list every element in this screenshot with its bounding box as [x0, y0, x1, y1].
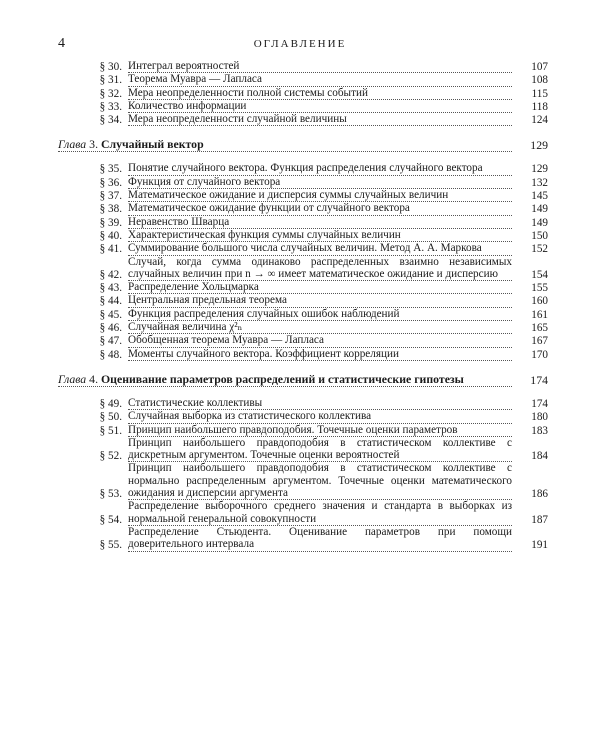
- section-entry: [58, 189, 548, 202]
- section-number: § 38.: [99, 203, 122, 216]
- section-page: 167: [531, 335, 548, 348]
- section-page: 187: [531, 513, 548, 526]
- section-page: 118: [531, 100, 548, 113]
- chapter-word: Глава: [58, 137, 87, 152]
- section-entry: [58, 60, 548, 73]
- chapter-word: Глава: [58, 371, 87, 386]
- section-entry: [58, 526, 548, 552]
- section-entry: [58, 87, 548, 100]
- section-title: Случайная выборка из статистического коллектива: [128, 410, 512, 423]
- section-page: 180: [531, 411, 548, 424]
- section-page: 183: [531, 424, 548, 437]
- section-page: 184: [531, 450, 548, 463]
- section-entry: [58, 176, 548, 189]
- section-number: § 31.: [99, 74, 122, 87]
- section-number: § 35.: [99, 163, 122, 176]
- section-title: Распределение Хольцмарка: [128, 281, 512, 294]
- section-title: Мера неопределенности полной системы событий: [128, 87, 512, 100]
- section-entry: [58, 334, 548, 347]
- section-title: Распределение выборочного среднего значения и стандарта в выборках из нормальной генеральной совокупности: [128, 500, 512, 525]
- section-entry: [58, 162, 548, 175]
- section-entry: [58, 424, 548, 437]
- section-title: Принцип наибольшего правдоподобия. Точечные оценки параметров: [128, 424, 512, 437]
- chapter-entry: [58, 138, 548, 152]
- section-entry: [58, 348, 548, 361]
- section-number: § 43.: [99, 282, 122, 295]
- section-title: Моменты случайного вектора. Коэффициент корреляции: [128, 348, 512, 361]
- section-title: Статистические коллективы: [128, 397, 512, 410]
- section-title: Мера неопределенности случайной величины: [128, 113, 512, 126]
- section-entry: [58, 410, 548, 423]
- section-title: Понятие случайного вектора. Функция распределения случайного вектора: [128, 162, 512, 175]
- section-page: 129: [531, 163, 548, 176]
- section-page: 186: [531, 488, 548, 501]
- section-number: § 49.: [99, 397, 122, 410]
- section-number: § 44.: [99, 295, 122, 308]
- chapter-number: 3.: [89, 137, 99, 152]
- section-number: § 39.: [99, 216, 122, 229]
- section-number: § 53.: [99, 488, 122, 501]
- section-number: § 45.: [99, 308, 122, 321]
- section-number: § 36.: [99, 176, 122, 189]
- section-entry: [58, 308, 548, 321]
- section-number: § 46.: [99, 322, 122, 335]
- section-number: § 40.: [99, 229, 122, 242]
- section-entry: [58, 229, 548, 242]
- section-entry: [58, 216, 548, 229]
- section-entry: [58, 500, 548, 526]
- section-page: 132: [531, 176, 548, 189]
- section-number: § 37.: [99, 190, 122, 203]
- section-entry: [58, 321, 548, 334]
- section-number: § 33.: [99, 100, 122, 113]
- section-number: § 30.: [99, 61, 122, 73]
- section-page: 149: [531, 203, 548, 216]
- section-page: 161: [531, 308, 548, 321]
- section-page: 170: [531, 348, 548, 361]
- section-number: § 47.: [99, 335, 122, 348]
- section-page: 191: [531, 539, 548, 552]
- section-page: 174: [531, 397, 548, 410]
- section-title: Неравенство Шварца: [128, 216, 512, 229]
- section-number: § 42.: [99, 268, 122, 281]
- section-entry: [58, 100, 548, 113]
- section-number: § 48.: [99, 348, 122, 361]
- section-page: 115: [531, 87, 548, 100]
- section-entry: [58, 256, 548, 282]
- section-entry: [58, 73, 548, 86]
- chapter-number: 4.: [89, 371, 99, 386]
- chapter-title: Оценивание параметров распределений и статистические гипотезы: [100, 371, 464, 386]
- section-number: § 32.: [99, 87, 122, 100]
- section-page: 124: [531, 114, 548, 127]
- section-title: Теорема Муавра — Лапласа: [128, 73, 512, 86]
- table-of-contents: [58, 60, 548, 552]
- section-entry: [58, 462, 548, 500]
- section-title: Принцип наибольшего правдоподобия в статистическом коллективе с нормально распределенным аргументом. Точечные оценки математического ожидания и дисперсии аргумента: [128, 462, 512, 500]
- section-number: § 51.: [99, 424, 122, 437]
- chapter-page: 129: [530, 138, 548, 153]
- section-title: Функция от случайного вектора: [128, 176, 512, 189]
- section-entry: [58, 202, 548, 215]
- section-number: § 41.: [99, 243, 122, 256]
- chapter-page: 174: [530, 372, 548, 387]
- section-number: § 54.: [99, 513, 122, 526]
- section-title: Характеристическая функция суммы случайных величин: [128, 229, 512, 242]
- chapter-entry: [58, 373, 548, 387]
- section-title: Принцип наибольшего правдоподобия в статистическом коллективе с дискретным аргументом. Точечные оценки вероятностей: [128, 436, 512, 462]
- section-entry: [58, 294, 548, 307]
- section-title: Математическое ожидание и дисперсия суммы случайных величин: [128, 189, 512, 202]
- section-page: 145: [531, 190, 548, 203]
- section-title: Центральная предельная теорема: [128, 294, 512, 307]
- section-title: Математическое ожидание функции от случайного вектора: [128, 202, 512, 215]
- chapter-title: Случайный вектор: [100, 137, 204, 152]
- section-title: Суммирование большого числа случайных величин. Метод А. А. Маркова: [128, 242, 512, 255]
- section-entry: [58, 397, 548, 410]
- section-number: § 55.: [99, 539, 122, 552]
- section-page: 160: [531, 295, 548, 308]
- section-page: 107: [531, 61, 548, 73]
- chapter-heading: [58, 373, 512, 387]
- section-number: § 50.: [99, 411, 122, 424]
- section-title: Обобщенная теорема Муавра — Лапласа: [128, 334, 512, 347]
- section-entry: [58, 281, 548, 294]
- section-entry: [58, 437, 548, 463]
- section-entry: [58, 242, 548, 255]
- section-title: Количество информации: [128, 100, 512, 113]
- section-title: Случайная величина χ²ₙ: [128, 321, 512, 334]
- section-title: Распределение Стьюдента. Оценивание параметров при помощи доверительного интервала: [128, 525, 512, 551]
- section-number: § 34.: [99, 114, 122, 127]
- section-page: 150: [531, 229, 548, 242]
- section-title: Интеграл вероятностей: [128, 60, 512, 73]
- section-title: Случай, когда сумма одинаково распределенных взаимно независимых случайных величин при n → ∞ имеет математическое ожидание и дисперсию: [128, 255, 512, 280]
- section-number: § 52.: [99, 450, 122, 463]
- section-page: 155: [531, 282, 548, 295]
- section-page: 154: [531, 268, 548, 281]
- running-title: ОГЛАВЛЕНИЕ: [253, 38, 347, 50]
- section-page: 149: [531, 216, 548, 229]
- section-page: 108: [531, 74, 548, 87]
- section-page: 152: [531, 243, 548, 256]
- section-title: Функция распределения случайных ошибок наблюдений: [128, 308, 512, 321]
- section-page: 165: [531, 322, 548, 335]
- chapter-heading: [58, 138, 512, 152]
- section-entry: [58, 113, 548, 126]
- page-number: 4: [58, 36, 65, 51]
